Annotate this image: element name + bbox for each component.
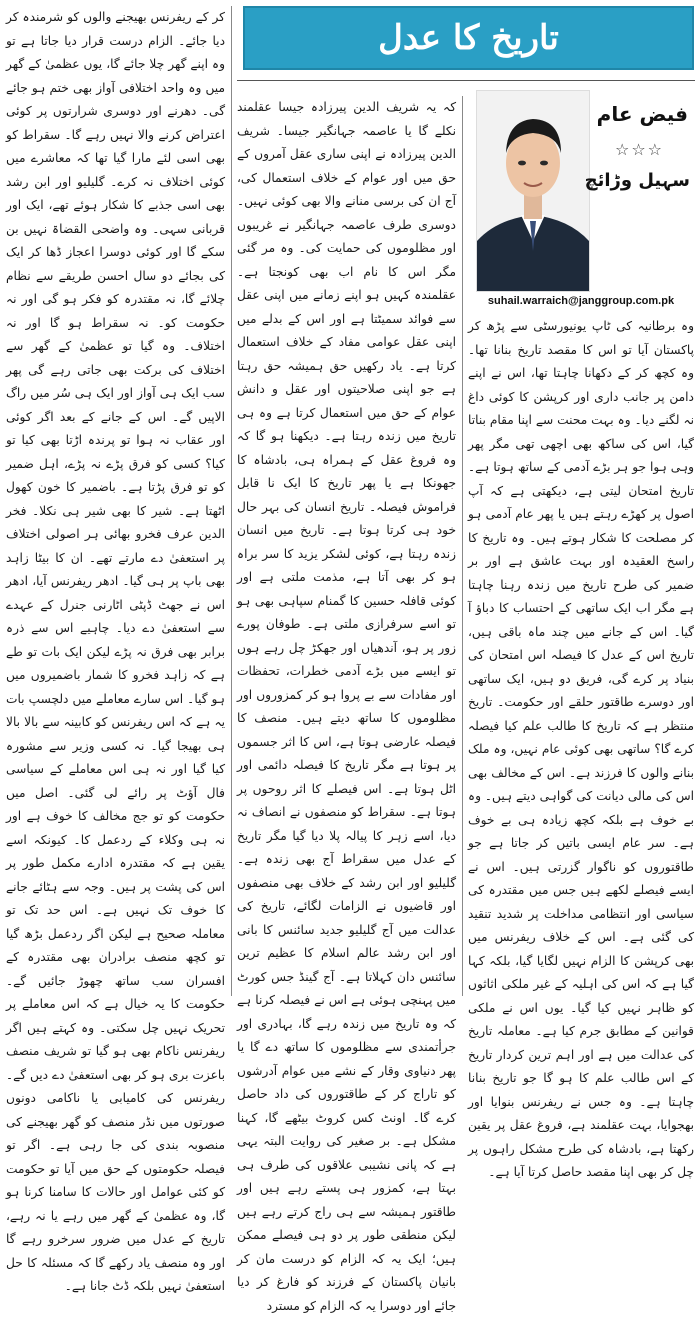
author-photo [476,90,590,292]
headline: تاریخ کا عدل [378,18,559,58]
star-rating-icon: ☆☆☆ [614,140,664,159]
article-column-middle [237,96,456,1313]
article-column-left [6,6,225,1293]
column-divider [231,6,232,996]
headline-rule [237,80,695,81]
author-name: فیض عام [596,102,688,126]
article-column-right [468,315,694,1179]
column-divider [462,96,463,996]
columnist-name: سہیل وڑائچ [584,170,690,191]
column-text: کہ یہ شریف الدین پیرزادہ جیسا عقلمند نکلے گا یا عاصمہ جہانگیر جیسا۔ شریف الدین پیرزادہ نے اپنی ساری عقل آمروں کے حق میں اور عوام کے خلاف استعمال کی، آج ان کی برسی منانے والا بھی کوئی نہیں۔ دوسری طرف عاصمہ جہانگیر نے غریبوں اور مظلوموں کی حمایت کی۔ وہ مر گئی مگر اس کا نام اب بھی کونجتا ہے۔ عقلمندہ کہیں ہو اپنے زمانے میں اپنی عقل سے فوائد سمیٹتا ہے اور اس کے بدلے میں اپنی عقل عوامی مفاد کے خلاف استعمال کرتا ہے۔ یاد رکھیں حق ہمیشہ حق رہتا ہے جو اپنی صلاحیتوں اور عقل و دانش عوام کے حق میں استعمال کرتا ہے وہ ہی تاریخ میں زندہ رہتا ہے۔ دیکھنا ہو گا کہ وہ فروغ عقل کے ہمراہ ہی، بادشاہ کا جھونکا ہے یا پھر تاریخ کا ایک نا قابل فراموش فیصلہ۔ تاریخ انسان کی بہر حال خود ہی کرتا ہوتا ہے۔ تاریخ میں انسان زندہ رہتا ہے، کوئی لشکر یزید کا سر براہ ہو کر بھی آتا ہے، مذمت ملتی ہے اور کوئی قافلہ حسین کا گمنام سپاہی بھی ہو تو اسے سرفرازی ملتی ہے۔ طوفان پورے زور پر ہو، آندھیاں اور جھکڑ چل رہے ہوں تو ایسے میں بڑے آدمی خطرات، تحفظات اور مفادات سے بے پروا ہو کر کمزوروں اور مظلوموں کا ساتھ دیتے ہیں۔ منصف کا فیصلہ عارضی ہوتا ہے، اس کا اثر جسموں پر ہوتا ہے مگر تاریخ کا فیصلہ دائمی اور اٹل ہوتا ہے۔ اس فیصلے کا اثر روحوں پر ہوتا ہے۔ سقراط کو منصفوں نے انصاف نہ دیا، اسے زہر کا پیالہ پلا دیا گیا مگر تاریخ کے عدل میں سقراط آج بھی زندہ ہے۔ گلیلیو اور ابن رشد کے خلاف بھی منصفوں اور قاضیوں نے الزامات لگائے، تاریخ کی عدالت میں آج گلیلیو جدید سائنس کا بانی اور ابن رشد عالم اسلام کا عظیم ترین سائنس دان کہلاتا ہے۔ آج گینڈ جس کورٹ میں پہنچی ہوئی ہے اس نے فیصلہ کرنا ہے کہ وہ تاریخ میں زندہ رہے گا، بہادری اور جرأتمندی سے مظلوموں کا ساتھ دے گا یا پھر دنیاوی وقار کے نشے میں عوام آدرشوں کو تاراج کر کے طاقتوروں کی داد حاصل کرے گا۔ اونٹ کس کروٹ بیٹھے گا، کہنا مشکل ہے۔ بر صغیر کی روایت البتہ یہی ہے کہ پانی نشیبی علاقوں کی طرف ہی بہتا ہے، کمزور ہی پستے رہے ہیں اور طاقتور ہمیشہ سے ہی راج کرتے رہے ہیں لیکن منطقی طور پر دو ہی فیصلے ممکن ہیں؛ ایک یہ کہ الزام کو درست مان کر بانیان پاکستان کے فرزند کو فارغ کر دیا جائے اور دوسرا یہ کہ الزام کو مسترد [237,100,456,1313]
byline-box [468,88,694,308]
headline-banner [243,6,694,70]
author-email[interactable]: suhail.warraich@janggroup.com.pk [487,295,675,307]
column-text: کر کے ریفرنس بھیجنے والوں کو شرمندہ کر دیا جائے۔ الزام درست قرار دیا جاتا ہے تو وہ اپنے گھر چلا جائے گا، یوں عظمیٰ کے گھر میں وہ واحد اختلافی آواز بھی ختم ہو جائے گی۔ دھرنے اور دوسری شرارتوں پر کوئی اعتراض کرنے والا نہیں رہے گا۔ سقراط کو بھی اسی لئے مارا گیا تھا کہ معاشرے میں کوئی اختلاف نہ کرے۔ گلیلیو اور ابن رشد بھی اسی جذبے کا شکار ہوئے تھے، ایک اور قربانی سہی۔ وہ واضحی القضاۃ نہیں بن سکے گا اور کوئی دوسرا اعجاز ڈھا کر ایک کی بجائے دو سال احسن طریقے سے نظام چلائے گا، نہ مقتدرہ کو فکر ہو گی اور نہ حکومت کو۔ نہ سقراط ہو گا اور نہ اختلاف۔ وہ گیا تو عظمیٰ کے گھر سے اختلاف کی برکت بھی جاتی رہے گی پھر سب ایک ہی آواز اور ایک ہی سُر میں راگ الاپیں گے۔ اس کے جانے کے بعد اگر کوئی اور عقاب نہ ہوا تو پرندہ اڑتا بھی کیا تو کیا؟ کسی کو فرق پڑے نہ پڑے، اہل ضمیر کو تو فرق پڑتا ہے۔ باضمیر کا خون کھول اٹھتا ہے۔ شیر کا بھی شیر ہی نکلا۔ فخر الدین عرف فخرو بھائی ہر اصولی اختلاف پر استعفیٰ دے مارتے تھے۔ ان کا بیٹا زاہد بھی باپ پر ہی گیا۔ ادھر ریفرنس آیا، ادھر اس نے جھٹ ڈپٹی اٹارنی جنرل کے عہدے سے استعفیٰ دے دیا۔ چاہیے اس سے ذرہ برابر بھی فرق نہ پڑے لیکن ایک بات تو طے ہے کہ زاہد فخرو کا شمار باضمیروں میں ہو گیا۔ اس سارے معاملے میں دلچسپ بات یہ ہے کہ اس ریفرنس کو کابینہ سے بالا بالا ہی بھیجا گیا۔ نہ کسی وزیر سے مشورہ کیا گیا اور نہ ہی اس معاملے کے سیاسی فال آؤٹ پر رائے لی گئی۔ اصل میں حکومت کو تو جج مخالف کا خوف ہے اور نہ ہی وکلاء کے ردعمل کا۔ کیونکہ اسے یقین ہے کہ مقتدرہ ادارے مکمل طور پر اس کی پشت پر ہیں۔ وجہ سے ہٹائے جانے کا خوف تک نہیں ہے۔ اس حد تک تو معاملہ صحیح ہے لیکن اگر ردعمل بڑھ گیا تو کچھ منصف برادران بھی مقتدرہ کے افسران سب ساتھ چھوڑ جائیں گے۔ حکومت کا یہ خیال ہے کہ اس معاملے پر تحریک نہیں چل سکتی۔ وہ کہتے ہیں اگر ریفرنس ناکام بھی ہو گیا تو شریف منصف باعزت بری ہو کر بھی استعفیٰ دے دیں گے۔ ریفرنس کی کامیابی یا ناکامی دونوں صورتوں میں نڈر منصف کو گھر بھیجنے کی منصوبہ بندی کی جا رہی ہے۔ اگر تو فیصلہ حکومتوں کے حق میں آیا تو حکومت کو کئی عوامل اور حالات کا سامنا کرنا ہو گا، وہ عظمیٰ کے گھر میں رہے یا نہ رہے، تاریخ کے عدل میں ضرور سرخرو رہے گا اور وہ منصف یاد رکھے گا کہ مسئلہ کا حل استعفیٰ نہیں بلکہ ڈٹ جانا ہے۔ [6,10,225,1293]
column-text: وہ برطانیہ کی ٹاپ یونیورسٹی سے پڑھ کر پاکستان آیا تو اس کا مقصد تاریخ بنانا تھا۔ وہ کچھ کر کے دکھانا چاہتا تھا، اس نے اپنے دامن پر جانب داری اور کرپشن کا کوئی داغ نہ لگنے دیا۔ وہ بہت محنت سے اپنا مقام بناتا گیا، اس کی ساکھ بھی اچھی تھی مگر پھر وہی ہوا جو ہر بڑے آدمی کے ساتھ ہوتا ہے۔ تاریخ امتحان لیتی ہے، دیکھتی ہے کہ آپ اصول پر کھڑے رہتے ہیں یا پھر عام آدمی ہو کر مصلحت کا شکار ہوتے ہیں۔ وہ تاریخ کا راسخ العقیدہ اور بہت عاشق ہے اور بر ضمیر کی طرح تاریخ میں زندہ رہنا چاہتا ہے مگر اب ایک ساتھی کے احتساب کا دباؤ آ گیا۔ اس کے جانے میں چند ماہ باقی ہیں، تاریخ اس کے عدل کا فیصلہ اس امتحان کی بنیاد پر کرے گی، فریق دو ہیں، ایک ساتھی اور دوسرے طاقتور حلقے اور حکومت۔ تاریخ منتظر ہے کہ تاریخ کا طالب علم کیا فیصلہ کرے گا؟ ساتھی بھی کوئی عام نہیں، وہ ملک بنانے والوں کا فرزند ہے۔ اس کے مخالف بھی اس کی مالی دیانت کی گواہی دیتے ہیں۔ وہ بے خوف ہے بلکہ کچھ زیادہ ہی بے خوف ہے۔ سر عام ایسی باتیں کر جاتا ہے جو طاقتوروں کو ناگوار گزرتی ہیں۔ اس نے ایسے فیصلے لکھے ہیں جس میں مقتدرہ کی سیاسی اور انتظامی مداخلت پر شدید تنقید کی گئی ہے۔ اس کے خلاف ریفرنس میں بھی کرپشن کا الزام نہیں لگایا گیا، بلکہ کہا گیا ہے کہ اس کی اہلیہ کے غیر ملکی اثاثوں کو ظاہر نہیں کیا گیا۔ یوں اس نے ملکی قوانین کے مطابق جرم کیا ہے۔ معاملہ تاریخ کی عدالت میں ہے اور اہم ترین کردار تاریخ کے اس طالب علم کا ہو گا جو تاریخ بنانا چاہتا ہے۔ وہ جس نے ریفرنس بنوایا اور بھجوایا، بہت عقلمند ہے، فروغ عقل پر یقین رکھتا ہے، بادشاہ کی طرح مشکل راہوں پر چل کر بھی اپنا مقصد حاصل کرتا آیا ہے۔ [468,319,694,1179]
